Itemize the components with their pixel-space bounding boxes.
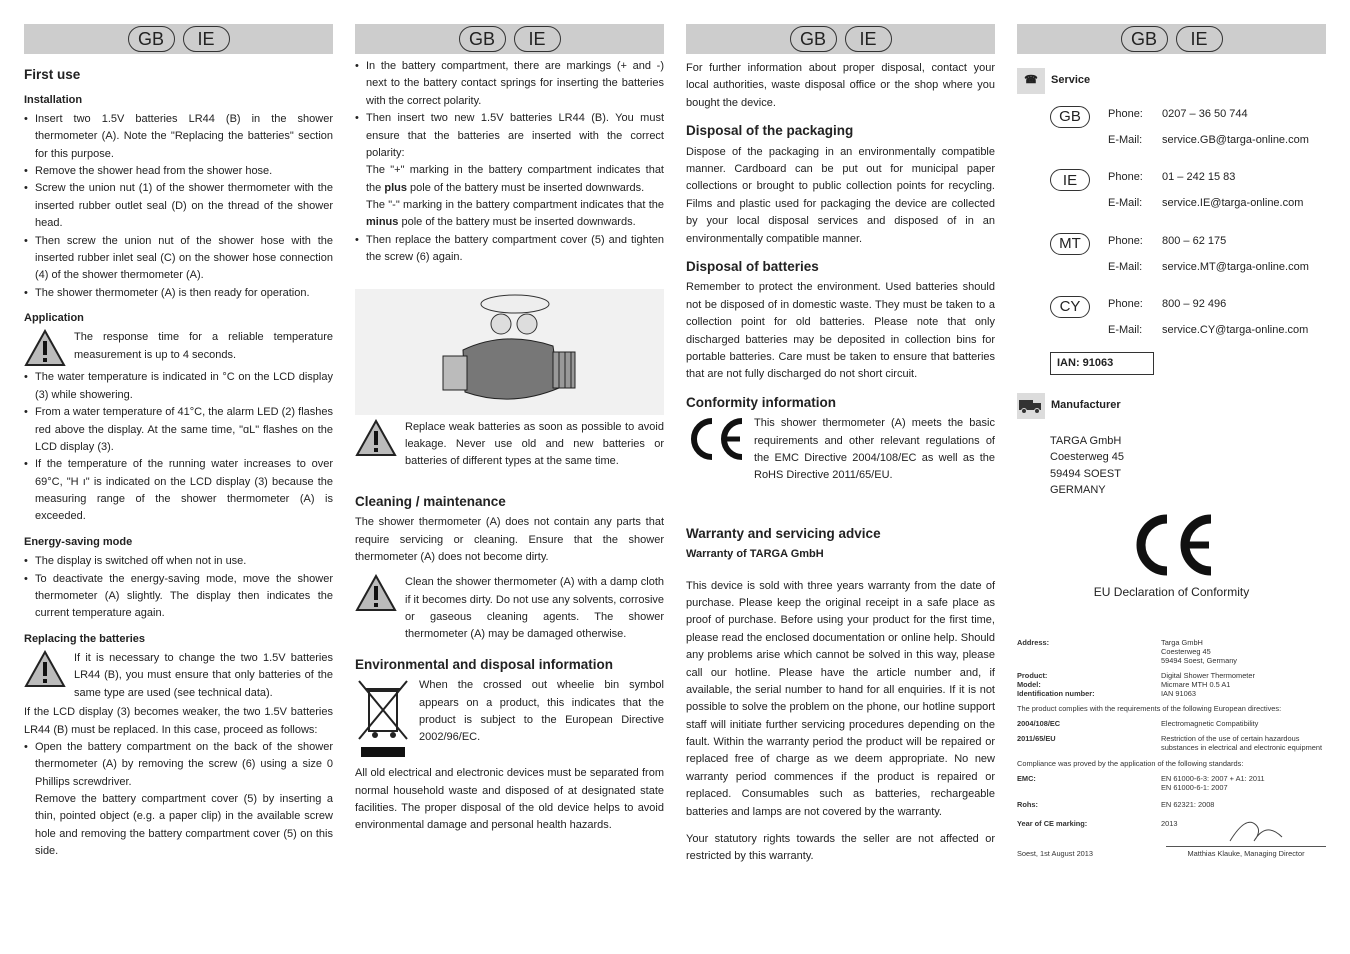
telephone-icon: ☎: [1017, 68, 1045, 94]
thermometer-battery-image: [435, 292, 585, 412]
warning-icon: [355, 574, 397, 612]
contact-cy: CY Phone: 800 – 92 496 E-Mail: service.CY@targa-online.com: [1050, 296, 1326, 339]
list-item: • Then insert two new 1.5V batteries LR44 (B). You must ensure that the batteries are inserted with the correct polarity:: [355, 110, 664, 162]
country-badge-gb: GB: [790, 26, 837, 52]
ian-box: IAN: 91063: [1050, 352, 1154, 375]
list-item: • From a water temperature of 41°C, the alarm LED (2) flashes red above the display. At the same time, "ɑL" flashes on the LCD display (3).: [24, 404, 333, 456]
paragraph: All old electrical and electronic devices must be separated from normal household waste and disposed of at designated state facilities. The proper disposal of the old device helps to avoid environmental damage and personal health hazards.: [355, 767, 664, 832]
list-item: • Then screw the union nut of the shower hose with the inserted rubber inlet seal (C) on the shower hose connection (4) of the shower thermometer (A).: [24, 233, 333, 285]
ce-logo: [1017, 513, 1326, 583]
list-item: • The shower thermometer (A) is then ready for operation.: [24, 285, 333, 302]
column-1: [24, 24, 333, 861]
heading-conformity: Conformity information: [686, 394, 836, 410]
wheelie-bin-block: [355, 677, 664, 763]
list-item: • Then replace the battery compartment cover (5) and tighten the screw (6) again.: [355, 232, 664, 267]
phone-number: 800 – 62 175: [1162, 234, 1227, 247]
list-item: • If the temperature of the running water increases to over 69°C, "H ı" is indicated on the LCD display (3) because the measuring range of the shower thermometer (A) is exceeded.: [24, 456, 333, 526]
ce-mark-icon: [686, 415, 746, 463]
email-address: service.MT@targa-online.com: [1162, 260, 1309, 273]
list-item: • To deactivate the energy-saving mode, move the shower thermometer (A) slightly. The display then indicates the current temperature again.: [24, 571, 333, 623]
paragraph: The "+" marking in the battery compartment indicates that the plus pole of the battery must be inserted downwards.: [366, 164, 664, 194]
country-badge-gb: GB: [459, 26, 506, 52]
email-address: service.CY@targa-online.com: [1162, 324, 1309, 337]
country-badge: CY: [1050, 296, 1090, 318]
paragraph: Your statutory rights towards the seller are not affected or restricted by this warranty.: [686, 832, 995, 863]
country-badge: MT: [1050, 233, 1090, 255]
country-badge-ie: IE: [1176, 26, 1223, 52]
language-banner: [24, 24, 333, 54]
language-banner: [686, 24, 995, 54]
signature-scribble: [1226, 811, 1286, 845]
country-badge-ie: IE: [183, 26, 230, 52]
warning-icon: [24, 329, 66, 367]
signature: Matthias Klauke, Managing Director: [1166, 846, 1326, 858]
contact-gb: GB Phone: 0207 – 36 50 744 E-Mail: service.GB@targa-online.com: [1050, 106, 1326, 149]
service-title: Service: [1051, 74, 1091, 87]
heading-first-use: First use: [24, 67, 81, 82]
contact-mt: MT Phone: 800 – 62 175 E-Mail: service.MT@targa-online.com: [1050, 233, 1326, 276]
paragraph: This shower thermometer (A) meets the basic requirements and other relevant regulations of the EMC Directive 2004/108/EC as well as the RoHS Directive 2011/65/EU.: [754, 417, 995, 482]
warning-block: [355, 419, 664, 471]
paragraph: If the LCD display (3) becomes weaker, the two 1.5V batteries LR44 (B) must be replaced. In this case, proceed as follows:: [24, 706, 333, 736]
paragraph: This device is sold with three years warranty from the date of purchase. Please keep the original receipt in a safe place as proof of purchase. Before using your product for the first time, please read the enclosed documentation or online help. Should any problems arise which cannot be solved in this way, please call our hotline. Please have the article number and, if available, the serial number to hand for all enquiries. If it is not possible to solve the problem on the phone, our hotline support staff will initiate further servicing procedures depending on the fault. Within the warranty period the product will be repaired or replaced free of charge as we deem appropriate. No new warranty period commences if the product is repaired or replaced. Consumables such as batteries, rechargeable batteries and lamps are not covered by the warranty.: [686, 579, 995, 818]
installation-list: [24, 111, 333, 302]
list-item: • Insert two 1.5V batteries LR44 (B) in the shower thermometer (A). Note the "Replacing the batteries" section for this purpose.: [24, 111, 333, 163]
paragraph: Remove the battery compartment cover (5) by inserting a thin, pointed object (e.g. a paper clip) in the available screw hole and removing the battery compartment cover (5) on this side.: [35, 793, 333, 858]
paragraph: Dispose of the packaging in an environmentally compatible manner. Cardboard can be put out for municipal paper collections or brought to public collection points for recycling. Films and plastic used for packaging the device are collected by your local disposal services and disposed of in an environmentally compatible manner.: [686, 145, 995, 245]
paragraph: The "-" marking in the battery compartment indicates that the minus pole of the battery must be inserted downwards.: [366, 199, 664, 229]
crossed-wheelie-bin-icon: [355, 677, 411, 763]
paragraph: The shower thermometer (A) does not contain any parts that require servicing or cleaning. Ensure that the shower thermometer (A) does not become dirty.: [355, 516, 664, 563]
warning-block: [24, 650, 333, 702]
warning-block: [355, 574, 664, 644]
warning-text: The response time for a reliable temperature measurement is up to 4 seconds.: [74, 331, 333, 361]
thermometer-illustration: [355, 289, 664, 415]
country-badge: GB: [1050, 106, 1090, 128]
signature-row: [1017, 846, 1326, 858]
heading-disposal-batteries: Disposal of batteries: [686, 258, 819, 274]
heading-environmental: Environmental and disposal information: [355, 656, 614, 672]
phone-number: 0207 – 36 50 744: [1162, 108, 1248, 120]
paragraph: For further information about proper disposal, contact your local authorities, waste disposal office or the shop where you bought the device.: [686, 62, 995, 109]
warning-block: [24, 329, 333, 367]
truck-icon: [1017, 393, 1045, 419]
paragraph: When the crossed out wheelie bin symbol appears on a product, this indicates that the product is subject to the European Directive 2002/96/EC.: [419, 679, 664, 744]
ce-block: [686, 415, 995, 485]
heading-cleaning: Cleaning / maintenance: [355, 493, 506, 509]
phone-number: 01 – 242 15 83: [1162, 171, 1236, 184]
list-item: • The display is switched off when not in use.: [24, 553, 333, 570]
manufacturer-title: Manufacturer: [1051, 399, 1121, 412]
energy-list: [24, 553, 333, 623]
warning-icon: [355, 419, 397, 457]
heading-application: Application: [24, 312, 84, 325]
column-2: [355, 24, 664, 835]
declaration-table: Address: Targa GmbH Coesterweg 45 59494 Soest, Germany Product: Model: Identification number: Digital Shower Thermometer Micmare MTH 0.5 A1 IAN 91063 The product complies with the requirements of the following European directives: 2004/108/EC Electromagnetic Compatibility 2011/65/EU Restriction of the use of certain hazardous substances in electrical and electronic equipment Compliance was proved by the application of the following standards: EMC: EN 61000-6-3: 2007 + A1: 2011 EN 61000-6-1: 2007 Rohs: EN 62321: 2008 Year of CE marking: 2013 Soest, 1st August 2013 Matthias Klauke, Managing Director: [1017, 638, 1326, 858]
list-item: • Open the battery compartment on the back of the shower thermometer (A) by removing the screw (6) using a size 0 Phillips screwdriver.: [24, 739, 333, 791]
contact-ie: IE Phone: 01 – 242 15 83 E-Mail: service.IE@targa-online.com: [1050, 169, 1326, 212]
place-date: Soest, 1st August 2013: [1017, 848, 1094, 858]
heading-energy-saving: Energy-saving mode: [24, 535, 133, 548]
country-badge: IE: [1050, 169, 1090, 191]
heading-installation: Installation: [24, 93, 83, 106]
warning-icon: [24, 650, 66, 688]
eu-declaration-title: EU Declaration of Conformity: [1093, 585, 1250, 600]
column-4: [1017, 24, 1326, 858]
list-item: • The water temperature is indicated in °C on the LCD display (3) while showering.: [24, 369, 333, 404]
email-address: service.IE@targa-online.com: [1162, 197, 1304, 210]
warning-text: If it is necessary to change the two 1.5V batteries LR44 (B), you must ensure that only batteries of the same type are used (see technical data).: [74, 652, 333, 699]
heading-warranty: Warranty and servicing advice: [686, 525, 881, 541]
country-badge-gb: GB: [128, 26, 175, 52]
list-item: • In the battery compartment, there are markings (+ and -) next to the battery contact springs for inserting the batteries with the correct polarity.: [355, 58, 664, 110]
service-heading: [1017, 68, 1326, 94]
paragraph: Remember to protect the environment. Used batteries should not be disposed of in domestic waste. They must be taken to a collection point for old batteries. Please note that only discharged batteries may be deposited in collection bins for portable batteries. Care must be taken to ensure that batteries that are not fully discharged do not short circuit.: [686, 281, 995, 381]
heading-warranty-targa: Warranty of TARGA GmbH: [686, 548, 824, 561]
heading-packaging: Disposal of the packaging: [686, 123, 854, 139]
language-banner: [1017, 24, 1326, 54]
replacing-list: [24, 739, 333, 791]
country-badge-gb: GB: [1121, 26, 1168, 52]
list-item: • Screw the union nut (1) of the shower thermometer with the inserted rubber outlet seal (D) on the thread of the shower head.: [24, 180, 333, 232]
list-item: • Remove the shower head from the shower hose.: [24, 163, 333, 180]
ce-mark-icon: [1127, 513, 1217, 577]
country-badge-ie: IE: [514, 26, 561, 52]
country-badge-ie: IE: [845, 26, 892, 52]
manufacturer-heading: [1017, 393, 1326, 419]
language-banner: [355, 24, 664, 54]
column-3: [686, 24, 995, 866]
application-list: [24, 369, 333, 525]
warning-text: Clean the shower thermometer (A) with a damp cloth if it becomes dirty. Do not use any solvents, corrosive or gaseous cleaning agents. The shower thermometer (A) may be damaged otherwise.: [405, 576, 665, 641]
manufacturer-address: TARGA GmbH Coesterweg 45 59494 SOEST GERMANY: [1050, 434, 1124, 497]
email-address: service.GB@targa-online.com: [1162, 134, 1309, 146]
battery-list: [355, 58, 664, 162]
warning-text: Replace weak batteries as soon as possible to avoid leakage. Never use old and new batteries or batteries of different types at the same time.: [405, 420, 664, 468]
heading-replacing-batteries: Replacing the batteries: [24, 632, 146, 645]
battery-list: [355, 232, 664, 267]
phone-number: 800 – 92 496: [1162, 298, 1227, 311]
